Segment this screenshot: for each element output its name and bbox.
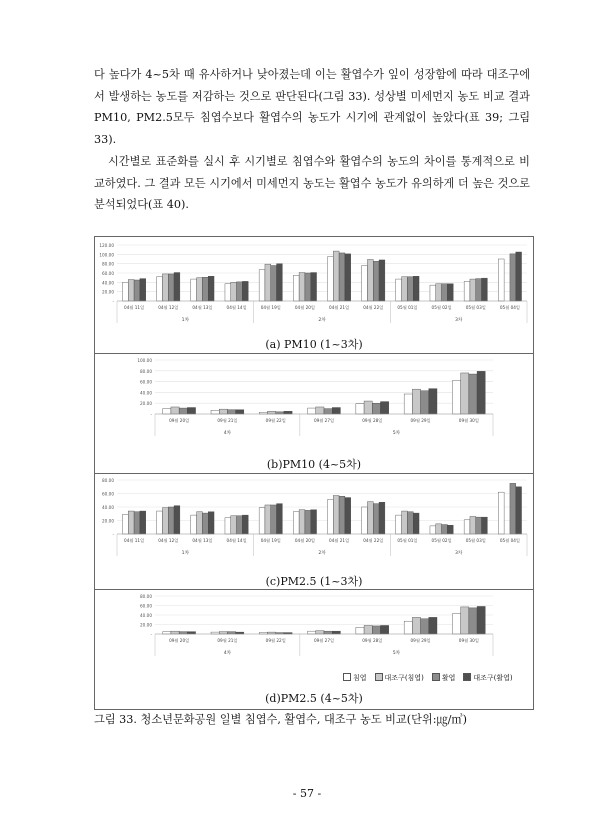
y-tick-label: 60.00	[102, 271, 114, 276]
bar	[402, 277, 408, 301]
caption-b: (b)PM10 (4~5차)	[266, 458, 362, 471]
bar	[171, 407, 179, 414]
bar	[259, 270, 265, 301]
bar	[345, 498, 351, 534]
bar	[299, 273, 305, 301]
bar	[482, 278, 488, 301]
x-tick-label: 04월 19일	[260, 538, 281, 543]
bar	[482, 517, 488, 534]
bar	[412, 389, 420, 414]
x-tick-label: 04월 21일	[329, 538, 350, 543]
y-tick-label: 60.00	[140, 379, 152, 385]
x-tick-label: 04월 19일	[260, 305, 281, 310]
group-label: 3차	[454, 551, 463, 556]
bar	[174, 506, 180, 534]
chart-pm10-1-3	[95, 237, 533, 337]
chart-pm25-4-5	[95, 590, 533, 670]
bar	[364, 401, 372, 414]
bar	[380, 625, 388, 634]
y-tick-label: -	[150, 632, 152, 637]
x-tick-label: 09월 20일	[169, 638, 190, 643]
y-tick-label: 80.00	[140, 594, 152, 599]
bar	[362, 507, 368, 534]
x-tick-label: 09월 27일	[313, 638, 335, 643]
x-tick-label: 09월 22일	[265, 638, 286, 643]
x-tick-label: 04월 14일	[226, 305, 247, 310]
bar	[464, 281, 470, 301]
bar	[202, 277, 208, 301]
x-tick-label: 04월 22일	[363, 538, 384, 543]
bar	[293, 275, 299, 301]
caption-a: (a) PM10 (1~3차)	[265, 338, 363, 351]
bar	[421, 391, 429, 414]
bar	[356, 404, 364, 414]
bar	[308, 408, 316, 414]
bar	[284, 411, 292, 414]
bar	[134, 280, 140, 301]
group-label: 5차	[392, 431, 401, 436]
x-tick-label: 05월 03일	[465, 538, 486, 543]
bar	[242, 515, 248, 534]
bar	[134, 512, 140, 534]
bar	[128, 511, 134, 534]
bar	[311, 510, 317, 534]
bar	[373, 261, 379, 301]
page-number: - 57 -	[292, 787, 322, 800]
bar	[227, 410, 235, 414]
group-label: 2차	[318, 318, 326, 323]
bar	[231, 516, 237, 534]
bar	[316, 407, 324, 414]
y-tick-label: -	[112, 532, 114, 537]
bar	[299, 510, 305, 534]
caption-c: (c)PM2.5 (1~3차)	[265, 575, 363, 588]
bar	[276, 412, 284, 414]
x-tick-label: 04월 12일	[158, 538, 179, 543]
x-tick-label: 09월 28일	[362, 638, 383, 643]
y-tick-label: 60.00	[102, 491, 114, 497]
bar	[265, 264, 271, 301]
y-tick-label: -	[150, 412, 152, 417]
x-tick-label: 09월 28일	[362, 418, 383, 423]
bar	[430, 526, 436, 534]
bar	[168, 507, 174, 534]
bar	[367, 502, 373, 534]
bar	[436, 524, 442, 534]
bar	[324, 631, 332, 634]
x-tick-label: 09월 30일	[458, 418, 479, 423]
bar	[157, 277, 163, 301]
bar	[277, 504, 283, 534]
y-tick-label: -	[112, 299, 114, 304]
group-label: 4차	[223, 431, 232, 436]
bar	[311, 273, 317, 301]
bar	[333, 496, 339, 534]
bar	[469, 608, 477, 634]
bar	[316, 631, 324, 634]
bar	[379, 502, 385, 534]
bar	[469, 374, 477, 414]
legend-item: 활엽	[432, 673, 456, 683]
bar	[122, 282, 128, 301]
bar	[219, 632, 227, 634]
bar	[271, 505, 277, 534]
bar	[510, 483, 516, 534]
y-tick-label: 20.00	[102, 518, 114, 524]
x-tick-label: 09월 20일	[169, 418, 190, 423]
bar	[162, 508, 168, 534]
y-tick-label: 40.00	[102, 505, 114, 510]
figure-33	[94, 236, 534, 710]
bar	[265, 505, 271, 534]
bar	[197, 512, 203, 534]
x-tick-label: 09월 29일	[410, 418, 431, 423]
x-tick-label: 05월 01일	[397, 538, 418, 543]
bar	[191, 515, 197, 534]
bar	[140, 279, 146, 301]
bar	[305, 510, 311, 534]
bar	[407, 277, 413, 301]
bar	[208, 276, 214, 301]
body-paragraph-1: 다 높다가 4~5차 때 유사하거나 낮아졌는데 이는 활엽수가 잎이 성장함에 따라 대조구에서 발생하는 농도를 저감하는 것으로 판단된다(그림 33). 성상별 미세먼지 농도 비교 결과 PM10, PM2.5모두 침엽수보다 활엽수의 농도가 시기에 관계없이 높았다(표 39; 그림 33).	[94, 68, 530, 146]
x-tick-label: 09월 29일	[410, 638, 431, 643]
y-tick-label: 80.00	[102, 261, 114, 267]
bar	[412, 617, 420, 634]
legend-item: 대조구(침엽)	[375, 673, 424, 683]
bar	[242, 281, 248, 301]
bar	[430, 285, 436, 301]
bar	[187, 632, 195, 634]
bar	[339, 496, 345, 534]
x-tick-label: 04월 21일	[329, 305, 350, 310]
legend-item: 침엽	[343, 673, 367, 683]
group-label: 5차	[392, 651, 401, 656]
chart-pm10-4-5	[95, 354, 533, 454]
legend-item: 대조구(활엽)	[463, 673, 512, 683]
bar	[380, 402, 388, 414]
legend-swatch-1	[343, 673, 351, 681]
bar	[339, 253, 345, 301]
bar	[396, 515, 402, 534]
bar	[171, 631, 179, 634]
bar	[442, 284, 448, 301]
bar	[452, 381, 460, 414]
bar	[498, 492, 504, 534]
legend-swatch-3	[432, 673, 440, 681]
bar	[379, 260, 385, 301]
bar	[236, 410, 244, 414]
y-tick-label: 40.00	[102, 280, 114, 286]
bar	[442, 525, 448, 534]
bar	[219, 409, 227, 414]
bar	[174, 273, 180, 301]
bar	[345, 254, 351, 301]
bar	[447, 525, 453, 534]
bar	[477, 371, 485, 414]
bar	[461, 373, 469, 414]
bar	[470, 279, 476, 301]
y-tick-label: 40.00	[140, 613, 152, 618]
bar	[211, 410, 219, 414]
bar	[367, 259, 373, 301]
bar	[231, 282, 237, 301]
bar	[333, 251, 339, 301]
x-tick-label: 05월 02일	[431, 538, 452, 543]
bar	[477, 606, 485, 634]
x-tick-label: 04월 12일	[158, 305, 179, 310]
x-tick-label: 05월 04일	[499, 538, 520, 543]
bar	[332, 631, 340, 634]
bar	[168, 274, 174, 301]
bar	[421, 619, 429, 634]
group-label: 4차	[223, 651, 232, 656]
bar	[356, 627, 364, 634]
bar	[237, 516, 243, 534]
bar	[271, 266, 277, 301]
bar	[327, 257, 333, 301]
bar	[128, 280, 134, 301]
bar	[163, 409, 171, 414]
bar	[277, 264, 283, 301]
x-tick-label: 04월 14일	[226, 538, 247, 543]
bar	[179, 408, 187, 414]
bar	[372, 626, 380, 634]
bar	[404, 621, 412, 634]
bar	[429, 617, 437, 634]
bar	[362, 266, 368, 301]
bar	[162, 274, 168, 301]
bar	[464, 520, 470, 534]
x-tick-label: 09월 30일	[458, 638, 479, 643]
bar	[429, 389, 437, 414]
x-tick-label: 04월 22일	[363, 305, 384, 310]
y-tick-label: 60.00	[140, 603, 152, 609]
x-tick-label: 09월 21일	[217, 418, 238, 423]
x-tick-label: 04월 20일	[294, 538, 315, 543]
bar	[476, 279, 482, 301]
y-tick-label: 80.00	[140, 368, 152, 374]
group-label: 2차	[318, 551, 326, 556]
x-tick-label: 04월 20일	[294, 305, 315, 310]
bar	[187, 408, 195, 414]
bar	[372, 403, 380, 414]
bar	[163, 632, 171, 634]
bar	[327, 500, 333, 534]
bar	[225, 518, 231, 534]
bar	[402, 511, 408, 534]
bar	[364, 625, 372, 634]
bar	[516, 487, 522, 534]
y-tick-label: 100.00	[137, 358, 152, 363]
bar	[447, 284, 453, 301]
bar	[259, 508, 265, 534]
chart-legend	[343, 673, 513, 683]
x-tick-label: 05월 03일	[465, 305, 486, 310]
x-tick-label: 05월 02일	[431, 305, 452, 310]
group-label: 1차	[181, 551, 190, 556]
y-tick-label: 40.00	[140, 390, 152, 396]
x-tick-label: 09월 27일	[313, 418, 335, 423]
bar	[396, 279, 402, 301]
bar	[407, 512, 413, 534]
x-tick-label: 09월 22일	[265, 418, 286, 423]
bar	[413, 276, 419, 301]
bar	[373, 504, 379, 534]
x-tick-label: 04월 13일	[192, 305, 213, 310]
x-tick-label: 04월 11일	[124, 538, 145, 543]
bar	[332, 408, 340, 414]
x-tick-label: 09월 21일	[217, 638, 238, 643]
bar	[225, 284, 231, 301]
group-label: 1차	[181, 318, 190, 323]
y-tick-label: 20.00	[140, 622, 152, 628]
figure-title: 그림 33. 청소년문화공원 일별 침엽수, 활엽수, 대조구 농도 비교(단위:㎍/㎥)	[94, 713, 467, 726]
x-tick-label: 05월 01일	[397, 305, 418, 310]
bar	[452, 614, 460, 634]
caption-d: (d)PM2.5 (4~5차)	[265, 692, 363, 705]
x-tick-label: 05월 04일	[499, 305, 520, 310]
body-paragraph-2: 시간별로 표준화를 실시 후 시기별로 침엽수와 활엽수의 농도의 차이를 통계적으로 비교하였다. 그 결과 모든 시기에서 미세먼지 농도는 활엽수 농도가 유의하게 더 높은 것으로 분석되었다(표 40).	[94, 155, 530, 211]
bar	[237, 282, 243, 301]
bar	[436, 284, 442, 301]
bar	[470, 516, 476, 534]
y-tick-label: 20.00	[140, 401, 152, 407]
y-tick-label: 100.00	[99, 252, 114, 258]
bar	[516, 252, 522, 301]
bar	[413, 513, 419, 534]
bar	[208, 512, 214, 534]
bar	[293, 512, 299, 534]
legend-swatch-4	[463, 673, 471, 681]
bar	[305, 273, 311, 301]
bar	[510, 254, 516, 301]
bar	[498, 259, 504, 301]
legend-swatch-2	[375, 673, 383, 681]
chart-pm25-1-3	[95, 474, 533, 571]
y-tick-label: 80.00	[102, 478, 114, 483]
group-label: 3차	[454, 318, 463, 323]
bar	[404, 394, 412, 414]
bar	[227, 632, 235, 634]
bar	[268, 411, 276, 414]
bar	[157, 511, 163, 534]
bar	[122, 514, 128, 534]
bar	[191, 279, 197, 301]
x-tick-label: 04월 11일	[124, 305, 145, 310]
bar	[197, 278, 203, 301]
bar	[202, 513, 208, 534]
y-tick-label: 120.00	[99, 243, 114, 248]
bar	[179, 632, 187, 634]
bar	[308, 631, 316, 634]
bar	[140, 511, 146, 534]
x-tick-label: 04월 13일	[192, 538, 213, 543]
bar	[324, 409, 332, 414]
y-tick-label: 20.00	[102, 289, 114, 295]
bar	[461, 607, 469, 634]
bar	[476, 517, 482, 534]
